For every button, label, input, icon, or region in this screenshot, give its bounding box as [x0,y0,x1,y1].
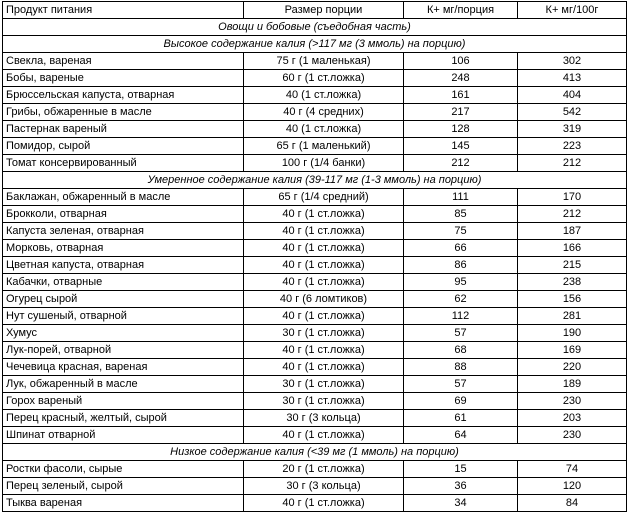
k-portion-cell: 248 [404,70,518,87]
portion-cell: 20 г (1 ст.ложка) [244,461,404,478]
k-portion-cell: 95 [404,274,518,291]
k-100g-cell: 212 [518,206,627,223]
food-name-cell: Брокколи, отварная [3,206,244,223]
portion-cell: 40 г (1 ст.ложка) [244,342,404,359]
portion-cell: 100 г (1/4 банки) [244,155,404,172]
portion-cell: 40 г (1 ст.ложка) [244,206,404,223]
food-name-cell: Нут сушеный, отварной [3,308,244,325]
k-100g-cell: 212 [518,155,627,172]
portion-cell: 65 г (1 маленький) [244,138,404,155]
k-portion-cell: 217 [404,104,518,121]
k-100g-cell: 230 [518,393,627,410]
table-row [3,325,627,342]
k-portion-cell: 85 [404,206,518,223]
food-name-cell: Капуста зеленая, отварная [3,223,244,240]
header-portion: Размер порции [244,2,404,19]
k-portion-cell: 66 [404,240,518,257]
section-title: Высокое содержание калия (>117 мг (3 ммоль) на порцию) [3,36,627,53]
food-name-cell: Свекла, вареная [3,53,244,70]
section-row [3,172,627,189]
header-k-portion: К+ мг/порция [404,2,518,19]
portion-cell: 30 г (1 ст.ложка) [244,393,404,410]
food-name-cell: Огурец сырой [3,291,244,308]
portion-cell: 30 г (3 кольца) [244,478,404,495]
k-portion-cell: 68 [404,342,518,359]
k-100g-cell: 190 [518,325,627,342]
table-row [3,291,627,308]
table-row [3,138,627,155]
header-k-100g: К+ мг/100г [518,2,627,19]
table-row [3,274,627,291]
portion-cell: 40 г (1 ст.ложка) [244,223,404,240]
k-portion-cell: 57 [404,325,518,342]
k-100g-cell: 319 [518,121,627,138]
k-100g-cell: 238 [518,274,627,291]
k-portion-cell: 61 [404,410,518,427]
table-row [3,461,627,478]
table-row [3,70,627,87]
food-name-cell: Лук-порей, отварной [3,342,244,359]
k-100g-cell: 203 [518,410,627,427]
k-portion-cell: 88 [404,359,518,376]
table-row [3,206,627,223]
table-row [3,410,627,427]
food-name-cell: Ростки фасоли, сырые [3,461,244,478]
k-100g-cell: 187 [518,223,627,240]
table-row [3,53,627,70]
portion-cell: 65 г (1/4 средний) [244,189,404,206]
food-name-cell: Чечевица красная, вареная [3,359,244,376]
k-portion-cell: 15 [404,461,518,478]
table-row [3,495,627,512]
k-portion-cell: 111 [404,189,518,206]
k-100g-cell: 156 [518,291,627,308]
k-portion-cell: 34 [404,495,518,512]
food-name-cell: Хумус [3,325,244,342]
section-title: Умеренное содержание калия (39-117 мг (1-3 ммоль) на порцию) [3,172,627,189]
food-name-cell: Перец красный, желтый, сырой [3,410,244,427]
table-row [3,308,627,325]
k-100g-cell: 84 [518,495,627,512]
k-portion-cell: 161 [404,87,518,104]
food-name-cell: Цветная капуста, отварная [3,257,244,274]
k-portion-cell: 106 [404,53,518,70]
table-row [3,223,627,240]
food-name-cell: Томат консервированный [3,155,244,172]
table-row [3,478,627,495]
table-row [3,257,627,274]
k-100g-cell: 281 [518,308,627,325]
k-portion-cell: 64 [404,427,518,444]
portion-cell: 30 г (1 ст.ложка) [244,376,404,393]
table-body [3,2,627,512]
section-title: Низкое содержание калия (<39 мг (1 ммоль) на порцию) [3,444,627,461]
table-row [3,393,627,410]
portion-cell: 40 (1 ст.ложка) [244,121,404,138]
header-row [3,2,627,19]
portion-cell: 40 г (1 ст.ложка) [244,257,404,274]
portion-cell: 40 г (4 средних) [244,104,404,121]
portion-cell: 30 г (1 ст.ложка) [244,325,404,342]
k-portion-cell: 36 [404,478,518,495]
header-food: Продукт питания [3,2,244,19]
k-100g-cell: 189 [518,376,627,393]
portion-cell: 40 г (1 ст.ложка) [244,427,404,444]
food-name-cell: Пастернак вареный [3,121,244,138]
table-row [3,189,627,206]
table-row [3,240,627,257]
section-row [3,444,627,461]
food-name-cell: Грибы, обжаренные в масле [3,104,244,121]
k-portion-cell: 145 [404,138,518,155]
table-row [3,155,627,172]
k-100g-cell: 215 [518,257,627,274]
portion-cell: 40 г (1 ст.ложка) [244,495,404,512]
table-row [3,121,627,138]
k-portion-cell: 57 [404,376,518,393]
category-row [3,19,627,36]
k-portion-cell: 62 [404,291,518,308]
k-100g-cell: 120 [518,478,627,495]
food-name-cell: Кабачки, отварные [3,274,244,291]
k-100g-cell: 413 [518,70,627,87]
k-portion-cell: 112 [404,308,518,325]
portion-cell: 40 г (1 ст.ложка) [244,359,404,376]
k-100g-cell: 169 [518,342,627,359]
category-title: Овощи и бобовые (съедобная часть) [3,19,627,36]
food-name-cell: Горох вареный [3,393,244,410]
table-row [3,359,627,376]
food-name-cell: Перец зеленый, сырой [3,478,244,495]
food-name-cell: Брюссельская капуста, отварная [3,87,244,104]
food-name-cell: Баклажан, обжаренный в масле [3,189,244,206]
portion-cell: 40 (1 ст.ложка) [244,87,404,104]
k-100g-cell: 170 [518,189,627,206]
food-name-cell: Морковь, отварная [3,240,244,257]
potassium-table [2,1,627,512]
k-portion-cell: 75 [404,223,518,240]
food-name-cell: Лук, обжаренный в масле [3,376,244,393]
table-row [3,104,627,121]
k-portion-cell: 69 [404,393,518,410]
k-100g-cell: 542 [518,104,627,121]
food-name-cell: Тыква вареная [3,495,244,512]
portion-cell: 40 г (1 ст.ложка) [244,240,404,257]
portion-cell: 30 г (3 кольца) [244,410,404,427]
k-100g-cell: 166 [518,240,627,257]
portion-cell: 40 г (6 ломтиков) [244,291,404,308]
k-portion-cell: 86 [404,257,518,274]
table-row [3,87,627,104]
k-100g-cell: 404 [518,87,627,104]
section-row [3,36,627,53]
k-100g-cell: 220 [518,359,627,376]
portion-cell: 40 г (1 ст.ложка) [244,308,404,325]
table-row [3,427,627,444]
portion-cell: 75 г (1 маленькая) [244,53,404,70]
k-100g-cell: 74 [518,461,627,478]
k-100g-cell: 230 [518,427,627,444]
k-portion-cell: 212 [404,155,518,172]
table-row [3,342,627,359]
food-name-cell: Бобы, вареные [3,70,244,87]
table-row [3,376,627,393]
k-portion-cell: 128 [404,121,518,138]
portion-cell: 60 г (1 ст.ложка) [244,70,404,87]
food-name-cell: Помидор, сырой [3,138,244,155]
food-name-cell: Шпинат отварной [3,427,244,444]
k-100g-cell: 302 [518,53,627,70]
k-100g-cell: 223 [518,138,627,155]
portion-cell: 40 г (1 ст.ложка) [244,274,404,291]
